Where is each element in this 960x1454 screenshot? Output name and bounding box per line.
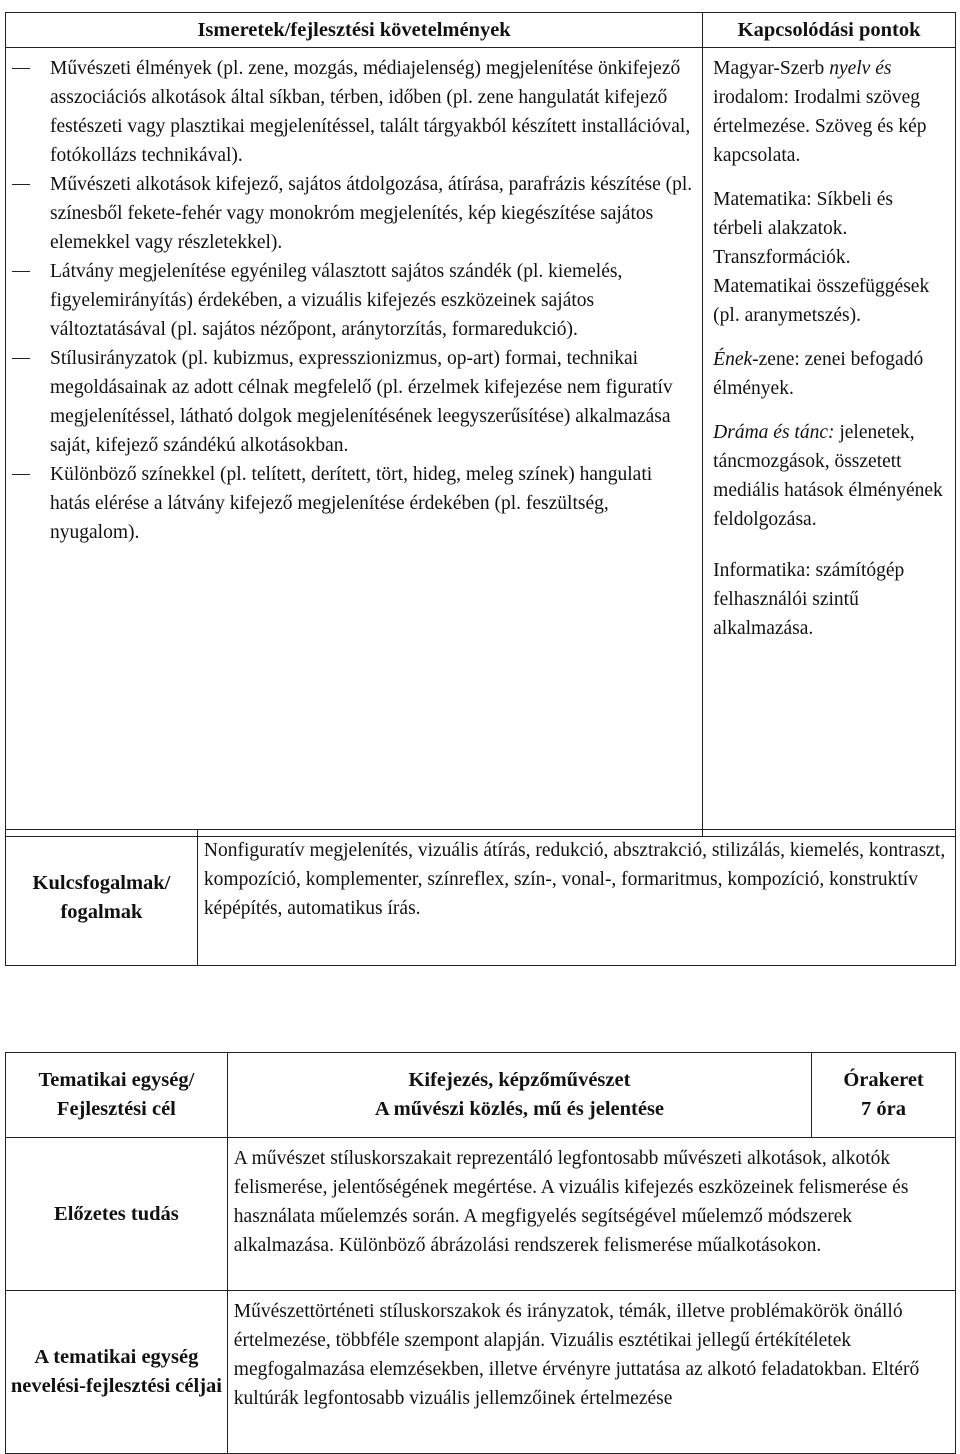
hours-cell — [812, 1053, 956, 1138]
hours-label: Órakeret — [843, 1069, 924, 1091]
dash-bullet-icon — [12, 271, 30, 272]
unit-title-line2: A művészi közlés, mű és jelentése — [374, 1098, 665, 1120]
unit-label: Tematikai egység/ Fejlesztési cél — [6, 1053, 228, 1138]
unit-title — [227, 1053, 811, 1138]
thematic-unit-table — [5, 1052, 956, 1454]
requirement-item: Művészeti alkotások kifejező, sajátos átdolgozása, átírása, parafrázis készítése (pl. színesből fekete-fehér vagy monokróm megjelenítés, kép kiegészítése sajátos elemekkel vagy részletekkel). — [6, 170, 694, 257]
requirements-table — [5, 12, 956, 837]
requirement-item: Művészeti élmények (pl. zene, mozgás, médiajelenség) megjelenítése önkifejező asszociációs alkotások által síkban, térben, időben (pl. zene hangulatát kifejező festészeti vagy plasztikai megjelenítéssel, talált tárgyakból készített installációval, fotókollázs technikával). — [6, 54, 694, 170]
dash-bullet-icon — [12, 68, 30, 69]
requirements-cell — [6, 48, 703, 837]
prior-knowledge-label: Előzetes tudás — [6, 1138, 228, 1291]
key-concepts-text: Nonfiguratív megjelenítés, vizuális átírás, redukció, absztrakció, stilizálás, kiemelés, kontraszt, kompozíció, komplementer, színreflex, szín-, vonal-, formaritmus, kompozíció, konstruktív képépítés, automatikus írás. — [197, 830, 955, 966]
hours-value: 7 óra — [861, 1098, 907, 1120]
connections-cell — [703, 48, 956, 837]
key-concepts-table — [5, 829, 956, 966]
dash-bullet-icon — [12, 184, 30, 185]
requirements-list — [6, 54, 694, 547]
connection-item: Informatika: számítógép felhasználói szintű alkalmazása. — [713, 560, 905, 639]
requirement-item: Stílusirányzatok (pl. kubizmus, expresszionizmus, op-art) formai, technikai megoldásainak az adott célnak megfelelő (pl. érzelmek kifejezése nem figuratív megjelenítéssel, látható dolgok megjelenítésének leegyszerűsítése) alkalmazása saját, kifejező szándékú alkotásokban. — [6, 344, 694, 460]
connections-header: Kapcsolódási pontok — [703, 13, 956, 48]
unit-title-line1: Kifejezés, képzőművészet — [408, 1069, 631, 1091]
requirement-item: Látvány megjelenítése egyénileg választott sajátos szándék (pl. kiemelés, figyelemirányítás) érdekében, a vizuális kifejezés eszközeinek sajátos változtatásával (pl. sajátos nézőpont, aránytorzítás, formaredukció). — [6, 257, 694, 344]
connection-item: Matematika: Síkbeli és térbeli alakzatok. Transzformációk. Matematikai összefüggések (pl. aranymetszés). — [713, 189, 930, 326]
connection-item: Dráma és tánc: jelenetek, táncmozgások, összetett mediális hatások élményének feldolgozása. — [713, 422, 943, 530]
dash-bullet-icon — [12, 474, 30, 475]
goals-label: A tematikai egység nevelési-fejlesztési céljai — [6, 1291, 228, 1454]
connection-item: Magyar-Szerb nyelv és irodalom: Irodalmi szöveg értelmezése. Szöveg és kép kapcsolata. — [713, 58, 927, 166]
dash-bullet-icon — [12, 358, 30, 359]
requirement-item: Különböző színekkel (pl. telített, derített, tört, hideg, meleg színek) hangulati hatás elérése a látvány kifejező megjelenítése érdekében (pl. feszültség, nyugalom). — [6, 460, 694, 547]
key-concepts-label: Kulcsfogalmak/ fogalmak — [6, 830, 198, 966]
requirements-header: Ismeretek/fejlesztési követelmények — [6, 13, 703, 48]
connection-item: Ének-zene: zenei befogadó élmények. — [713, 349, 924, 399]
prior-knowledge-text: A művészet stíluskorszakait reprezentáló legfontosabb művészeti alkotások, alkotók felismerése, jelentőségének megértése. A vizuális kifejezés eszközeinek felismerése és használata műelemzés során. A megfigyelés segítségével műelemző módszerek alkalmazása. Különböző ábrázolási rendszerek felismerése műalkotásokon. — [227, 1138, 955, 1291]
goals-text: Művészettörténeti stíluskorszakok és irányzatok, témák, illetve problémakörök önálló értelmezése, többféle szempont alapján. Vizuális esztétikai jellegű értékítéletek megfogalmazása elemzésekben, illetve érvényre juttatása az alkotó feladatokban. Eltérő kultúrák legfontosabb vizuális jellemzőinek értelmezése — [227, 1291, 955, 1454]
